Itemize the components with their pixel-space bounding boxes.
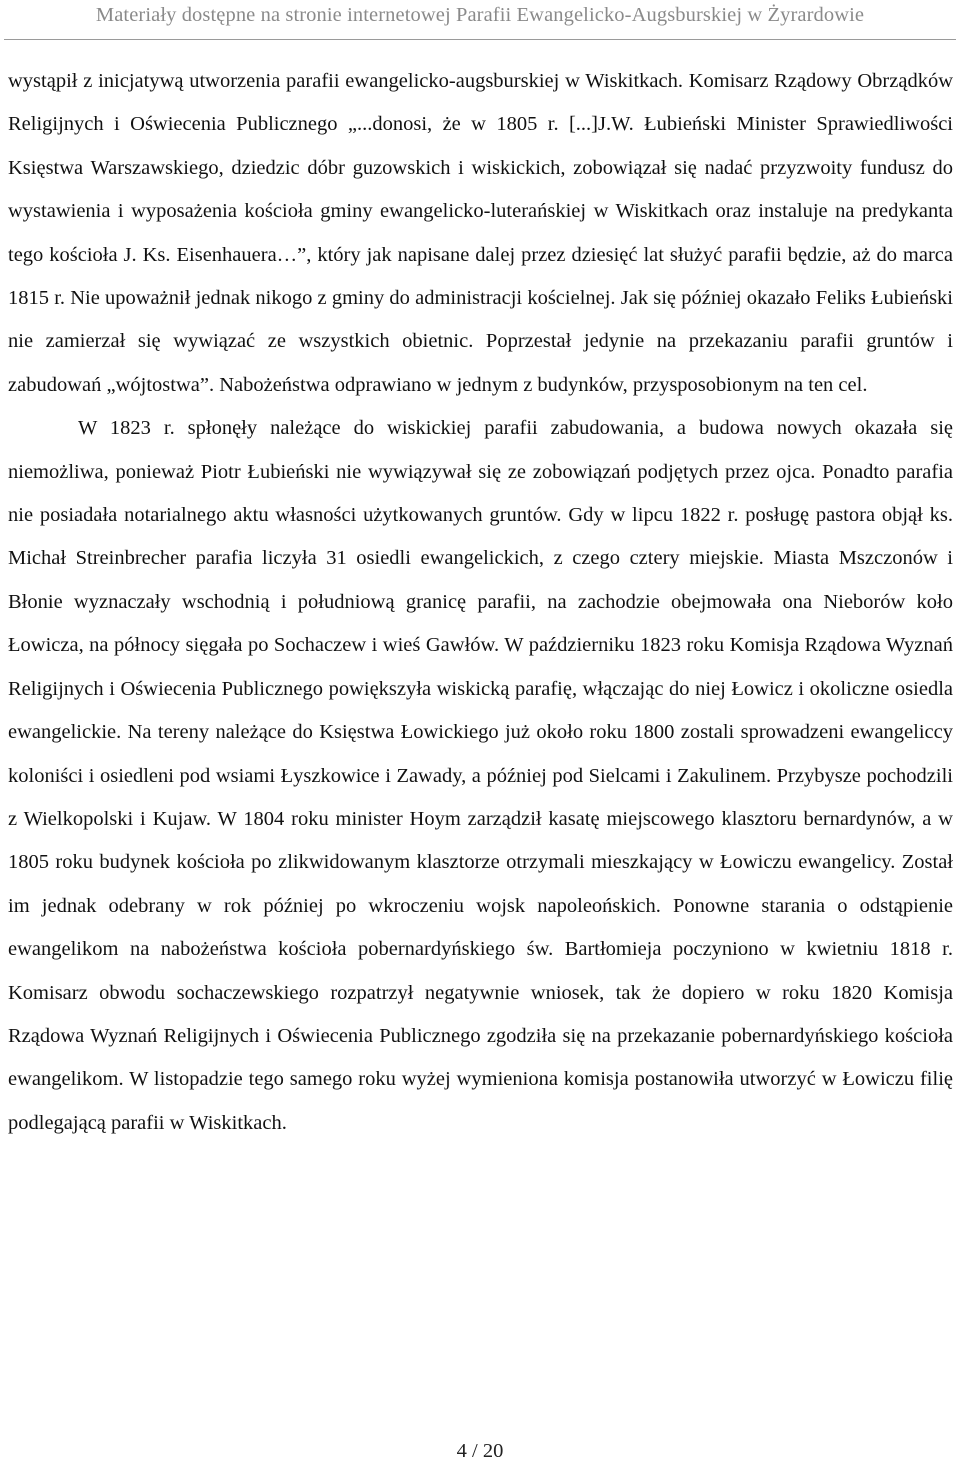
paragraph-1: wystąpił z inicjatywą utworzenia parafii ewangelicko-augsburskiej w Wiskitkach. Komisarz Rządowy Obrządków Religijnych i Oświecenia Publicznego „...donosi, że w 1805 r. [...]J.W. Łubieński Minister Sprawiedliwości Księstwa Warszawskiego, dziedzic dóbr guzowskich i wiskickich, zobowiązał się nadać przyzwoity fundusz do wystawienia i wyposażenia kościoła gminy ewangelicko-luterańskiej w Wiskitkach oraz instaluje na predykanta tego kościoła J. Ks. Eisenhauera…”, który jak napisane dalej przez dziesięć lat służyć parafii będzie, aż do marca 1815 r. Nie upoważnił jednak nikogo z gminy do administracji kościelnej. Jak się później okazało Feliks Łubieński nie zamierzał się wywiązać ze wszystkich obietnic. Poprzestał jedynie na przekazaniu parafii gruntów i zabudowań „wójtostwa”. Nabożeństwa odprawiano w jednym z budynków, przysposobionym na ten cel. [8,70,953,396]
paragraph-2: W 1823 r. spłonęły należące do wiskickiej parafii zabudowania, a budowa nowych okazała się niemożliwa, ponieważ Piotr Łubieński nie wywiązywał się ze zobowiązań podjętych przez ojca. Ponadto parafia nie posiadała notarialnego aktu własności użytkowanych gruntów. Gdy w lipcu 1822 r. posługę pastora objął ks. Michał Streinbrecher parafia liczyła 31 osiedli ewangelickich, z czego cztery miejskie. Miasta Mszczonów i Błonie wyznaczały wschodnią i południową granicę parafii, na zachodzie obejmowała ona Nieborów koło Łowicza, na północy sięgała po Sochaczew i wieś Gawłów. W październiku 1823 roku Komisja Rządowa Wyznań Religijnych i Oświecenia Publicznego powiększyła wiskicką parafię, włączając do niej Łowicz i okoliczne osiedla ewangelickie. Na tereny należące do Księstwa Łowickiego już około roku 1800 zostali sprowadzeni ewangeliccy koloniści i osiedleni pod wsiami Łyszkowice i Zawady, a później pod Sielcami i Zakulinem. Przybysze pochodzili z Wielkopolski i Kujaw. W 1804 roku minister Hoym zarządził kasatę miejscowego klasztoru bernardynów, a w 1805 roku budynek kościoła po zlikwidowanym klasztorze otrzymali mieszkający w Łowiczu ewangelicy. Został im jednak odebrany w rok później po wkroczeniu wojsk napoleońskich. Ponowne starania o odstąpienie ewangelikom na nabożeństwa kościoła pobernardyńskiego św. Bartłomieja poczyniono w kwietniu 1818 r. Komisarz obwodu sochaczewskiego rozpatrzył negatywnie wniosek, tak że dopiero w roku 1820 Komisja Rządowa Wyznań Religijnych i Oświecenia Publicznego zgodziła się na przekazanie pobernardyńskiego kościoła ewangelikom. W listopadzie tego samego roku wyżej wymieniona komisja postanowiła utworzyć w Łowiczu filię podlegającą parafii w Wiskitkach. [8,417,953,1134]
page-header: Materiały dostępne na stronie internetowej Parafii Ewangelicko-Augsburskiej w Żyrardowie [95,4,865,26]
document-body [8,60,953,1145]
header-divider [4,39,956,40]
page-number: 4 / 20 [456,1440,504,1462]
